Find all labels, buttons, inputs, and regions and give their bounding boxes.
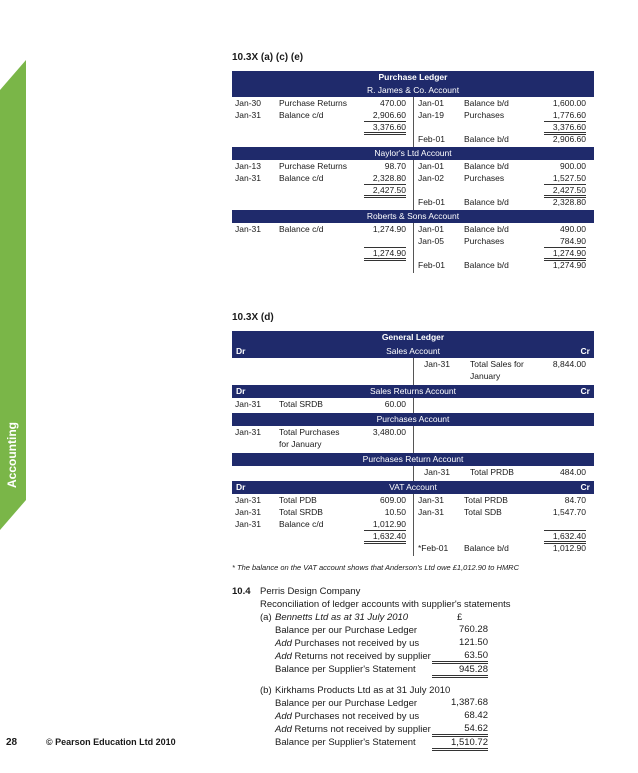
credit-total: 3,376.60 [544, 121, 586, 135]
recon-line [232, 710, 612, 723]
recon-desc: Balance per our Purchase Ledger [275, 698, 418, 709]
account-row [232, 172, 594, 184]
credit-amount: 84.70 [564, 495, 586, 505]
credit-total: 1,274.90 [544, 247, 586, 261]
recon-prefix: Add [275, 638, 292, 649]
credit-total: 2,427.50 [544, 184, 586, 198]
debit-date: Jan-13 [235, 161, 261, 171]
recon-desc: Balance per Supplier's Statement [275, 737, 416, 748]
total-row [232, 184, 594, 196]
recon-line [232, 736, 612, 749]
credit-desc: Total SDB [464, 507, 502, 517]
carry-down-row [232, 542, 594, 554]
total-row [232, 121, 594, 133]
account-header [232, 453, 594, 466]
debit-date: Jan-31 [235, 507, 261, 517]
credit-total: 1,632.40 [544, 530, 586, 544]
account-row [232, 494, 594, 506]
account-name: Roberts & Sons Account [366, 211, 460, 221]
account-row [232, 160, 594, 172]
recon-amount: 760.28 [458, 624, 488, 635]
entry-desc-cont: for January [279, 439, 322, 449]
debit-date: Jan-31 [235, 519, 261, 529]
recon-line [232, 697, 612, 710]
account-body [232, 426, 594, 453]
entry-amount: 484.00 [560, 467, 586, 477]
recon-line [232, 663, 612, 676]
debit-amount: 2,906.60 [372, 110, 406, 120]
part-b-label: (b) [260, 685, 272, 696]
entry-amount: 8,844.00 [552, 359, 586, 369]
section-title-1: 10.3X (a) (c) (e) [232, 52, 304, 63]
recon-amount: 68.42 [464, 710, 488, 721]
recon-desc: Purchases not received by us [291, 638, 420, 649]
credit-date: Jan-05 [418, 236, 444, 246]
recon-text [275, 663, 416, 676]
entry-desc: Total PRDB [470, 467, 514, 477]
sidebar [0, 0, 26, 773]
page-number: 28 [6, 737, 18, 748]
general-ledger [232, 331, 594, 556]
recon-text [275, 723, 431, 736]
question-number: 10.4 [232, 586, 251, 597]
debit-date: Jan-31 [235, 173, 261, 183]
purchase-ledger [232, 71, 594, 273]
account-row [232, 466, 594, 478]
account-row [232, 426, 594, 438]
account-header [232, 345, 594, 358]
total-row [232, 530, 594, 542]
recon-prefix: Add [275, 651, 292, 662]
recon-text [275, 710, 419, 723]
recon-desc: Returns not received by supplier [291, 724, 431, 735]
debit-desc: Balance c/d [279, 110, 324, 120]
debit-date: Jan-31 [235, 224, 261, 234]
credit-date: Jan-01 [418, 98, 444, 108]
account-row [232, 506, 594, 518]
account-body [232, 494, 594, 556]
part-a-title: Bennetts Ltd as at 31 July 2010 [275, 612, 409, 623]
entry-desc: Total SRDB [279, 399, 323, 409]
credit-desc: Balance b/d [464, 161, 509, 171]
carry-down-row [232, 133, 594, 145]
cr-label: Cr [580, 346, 590, 356]
dr-label: Dr [236, 346, 246, 356]
debit-desc: Purchase Returns [279, 161, 348, 171]
credit-amount: 900.00 [560, 161, 586, 171]
carry-amount: 2,906.60 [552, 134, 586, 144]
recon-text [275, 624, 417, 637]
account-body [232, 97, 594, 147]
carry-amount: 1,274.90 [552, 260, 586, 270]
recon-amount: 121.50 [458, 637, 488, 648]
account-name: VAT Account [389, 482, 437, 492]
recon-text [275, 637, 419, 650]
account-header [232, 481, 594, 494]
credit-amount: 784.90 [560, 236, 586, 246]
credit-date: Jan-02 [418, 173, 444, 183]
account-row [232, 97, 594, 109]
purchase-ledger-title: Purchase Ledger [232, 71, 594, 84]
credit-date: Jan-01 [418, 161, 444, 171]
debit-total: 1,274.90 [364, 247, 406, 261]
recon-desc: Balance per Supplier's Statement [275, 664, 416, 675]
account-name: Sales Account [386, 346, 440, 356]
carry-desc: Balance b/d [464, 134, 509, 144]
recon-subtitle: Reconciliation of ledger accounts with supplier's statements [260, 599, 511, 610]
debit-amount: 609.00 [380, 495, 406, 505]
account-row [232, 109, 594, 121]
carry-date: Feb-01 [418, 197, 445, 207]
dr-label: Dr [236, 386, 246, 396]
recon-amount: 63.50 [432, 650, 488, 662]
account-row [232, 438, 594, 450]
debit-desc: Balance c/d [279, 224, 324, 234]
entry-desc: Total Purchases [279, 427, 340, 437]
vat-note: * The balance on the VAT account shows that Anderson's Ltd owe £1,012.90 to HMRC [232, 563, 520, 572]
recon-line [232, 650, 612, 663]
carry-date: Feb-01 [418, 134, 445, 144]
recon-prefix: Add [275, 724, 292, 735]
account-header [232, 413, 594, 426]
cr-label: Cr [580, 482, 590, 492]
carry-date: *Feb-01 [418, 543, 449, 553]
debit-date: Jan-31 [235, 495, 261, 505]
credit-amount: 1,527.50 [552, 173, 586, 183]
account-row [232, 370, 594, 382]
debit-amount: 2,328.80 [372, 173, 406, 183]
account-row [232, 358, 594, 370]
recon-amount: 1,387.68 [451, 697, 488, 708]
account-body [232, 398, 594, 413]
recon-text [275, 736, 416, 749]
carry-amount: 2,328.80 [552, 197, 586, 207]
credit-desc: Purchases [464, 173, 505, 183]
account-name: Purchases Return Account [362, 454, 464, 464]
recon-text [275, 697, 417, 710]
debit-amount: 1,012.90 [372, 519, 406, 529]
account-header [232, 84, 594, 97]
credit-desc: Balance b/d [464, 98, 509, 108]
entry-date: Jan-31 [424, 467, 450, 477]
debit-amount: 10.50 [384, 507, 406, 517]
sidebar-band [0, 0, 26, 773]
entry-date: Jan-31 [424, 359, 450, 369]
carry-desc: Balance b/d [464, 260, 509, 270]
debit-amount: 470.00 [380, 98, 406, 108]
debit-date: Jan-31 [235, 110, 261, 120]
recon-desc: Purchases not received by us [291, 711, 420, 722]
debit-desc: Balance c/d [279, 173, 324, 183]
debit-total: 3,376.60 [364, 121, 406, 135]
credit-amount: 1,600.00 [552, 98, 586, 108]
account-body [232, 466, 594, 481]
account-header [232, 210, 594, 223]
recon-desc: Returns not received by supplier [291, 651, 431, 662]
debit-desc: Purchase Returns [279, 98, 348, 108]
debit-date: Jan-30 [235, 98, 261, 108]
account-header [232, 147, 594, 160]
account-name: Naylor's Ltd Account [374, 148, 452, 158]
carry-amount: 1,012.90 [552, 543, 586, 553]
credit-date: Jan-31 [418, 495, 444, 505]
credit-desc: Purchases [464, 110, 505, 120]
recon-line [232, 723, 612, 736]
account-row [232, 518, 594, 530]
company-name: Perris Design Company [260, 586, 361, 597]
account-name: Sales Returns Account [370, 386, 456, 396]
credit-date: Jan-31 [418, 507, 444, 517]
account-body [232, 223, 594, 273]
entry-amount: 60.00 [384, 399, 406, 409]
account-row [232, 235, 594, 247]
recon-amount: 1,510.72 [432, 736, 488, 751]
credit-date: Jan-19 [418, 110, 444, 120]
carry-down-row [232, 259, 594, 271]
carry-down-row [232, 196, 594, 208]
section-title-2: 10.3X (d) [232, 312, 274, 323]
carry-desc: Balance b/d [464, 197, 509, 207]
part-a-label: (a) [260, 612, 272, 623]
debit-desc: Total SRDB [279, 507, 323, 517]
credit-desc: Total PRDB [464, 495, 508, 505]
dr-label: Dr [236, 482, 246, 492]
debit-desc: Balance c/d [279, 519, 324, 529]
credit-amount: 1,776.60 [552, 110, 586, 120]
recon-line [232, 637, 612, 650]
debit-desc: Total PDB [279, 495, 317, 505]
general-ledger-title: General Ledger [232, 331, 594, 345]
account-row [232, 223, 594, 235]
account-body [232, 358, 594, 385]
entry-desc-cont: January [470, 371, 501, 381]
debit-total: 2,427.50 [364, 184, 406, 198]
account-name: Purchases Account [376, 414, 450, 424]
entry-date: Jan-31 [235, 399, 261, 409]
recon-text [275, 650, 431, 663]
account-name: R. James & Co. Account [366, 85, 460, 95]
part-b-title: Kirkhams Products Ltd as at 31 July 2010 [275, 685, 451, 696]
currency-symbol: £ [457, 612, 463, 623]
entry-desc: Total Sales for [470, 359, 524, 369]
credit-date: Jan-01 [418, 224, 444, 234]
carry-desc: Balance b/d [464, 543, 509, 553]
debit-total: 1,632.40 [364, 530, 406, 544]
credit-desc: Purchases [464, 236, 505, 246]
recon-line [232, 624, 612, 637]
recon-prefix: Add [275, 711, 292, 722]
cr-label: Cr [580, 386, 590, 396]
total-row [232, 247, 594, 259]
chapter-label: Accounting [5, 422, 19, 488]
debit-amount: 98.70 [384, 161, 406, 171]
reconciliation [232, 585, 612, 749]
credit-desc: Balance b/d [464, 224, 509, 234]
recon-amount: 54.62 [432, 723, 488, 735]
entry-amount: 3,480.00 [372, 427, 406, 437]
entry-date: Jan-31 [235, 427, 261, 437]
copyright: © Pearson Education Ltd 2010 [46, 737, 176, 747]
credit-amount: 1,547.70 [552, 507, 586, 517]
account-header [232, 385, 594, 398]
credit-amount: 490.00 [560, 224, 586, 234]
recon-amount: 945.28 [432, 663, 488, 678]
recon-desc: Balance per our Purchase Ledger [275, 625, 418, 636]
account-row [232, 398, 594, 410]
debit-amount: 1,274.90 [372, 224, 406, 234]
account-body [232, 160, 594, 210]
carry-date: Feb-01 [418, 260, 445, 270]
